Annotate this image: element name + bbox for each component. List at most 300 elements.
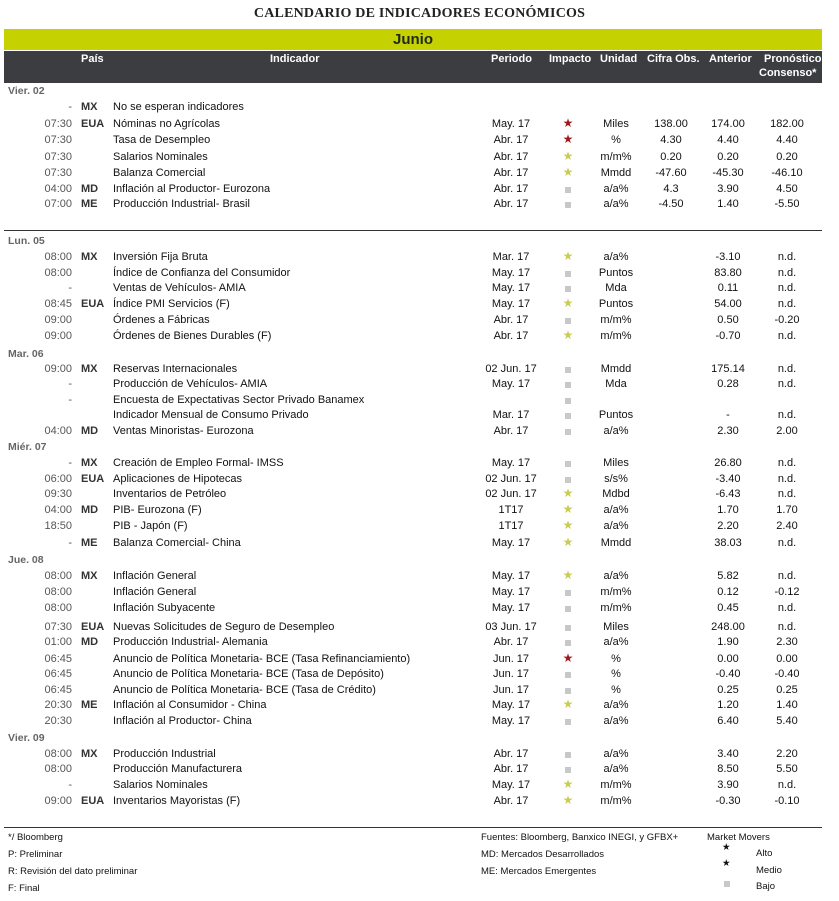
high-impact-star-icon: ★ — [722, 842, 731, 853]
time-cell: 04:00 — [44, 183, 72, 195]
low-impact-square-icon — [556, 379, 580, 391]
period-cell: Abr. 17 — [493, 748, 529, 760]
indicator-cell: Inflación al Productor- Eurozona — [113, 183, 271, 195]
medium-impact-star-icon: ★ — [562, 249, 574, 263]
previous-cell: 2.20 — [717, 520, 739, 532]
medium-impact-star-icon: ★ — [562, 328, 574, 342]
col-consenso: Consenso* — [759, 67, 817, 79]
time-cell: 20:30 — [44, 699, 72, 711]
indicator-cell: Producción Manufacturera — [113, 763, 243, 775]
low-impact-square-icon — [556, 669, 580, 681]
forecast-cell: 4.40 — [776, 134, 798, 146]
forecast-cell: n.d. — [777, 621, 797, 633]
period-cell: Jun. 17 — [492, 668, 530, 680]
country-cell: MD — [81, 504, 99, 516]
day-label: Jue. 08 — [8, 554, 44, 566]
time-cell: 08:00 — [44, 251, 72, 263]
indicator-cell: Producción Industrial- Alemania — [113, 636, 268, 648]
previous-cell: 0.45 — [717, 602, 739, 614]
previous-cell: -3.40 — [715, 473, 741, 485]
previous-cell: 2.30 — [717, 425, 739, 437]
medium-impact-star-icon: ★ — [562, 568, 574, 582]
time-cell: - — [68, 537, 72, 549]
period-cell: Abr. 17 — [493, 198, 529, 210]
country-cell: MX — [81, 251, 98, 263]
country-cell: EUA — [81, 118, 105, 130]
legend-medium: Medio — [756, 865, 782, 876]
footer-divider — [4, 827, 822, 828]
country-cell: MX — [81, 457, 98, 469]
country-cell: MX — [81, 363, 98, 375]
period-cell: Abr. 17 — [493, 151, 529, 163]
period-cell: May. 17 — [491, 282, 531, 294]
unit-cell: Miles — [603, 118, 629, 130]
unit-cell: % — [611, 684, 621, 696]
forecast-cell: 4.50 — [776, 183, 798, 195]
month-banner: Junio — [4, 29, 822, 50]
time-cell: 20:30 — [44, 715, 72, 727]
unit-cell: % — [611, 653, 621, 665]
low-impact-square-icon — [556, 315, 580, 327]
country-cell: EUA — [81, 298, 105, 310]
sources-note: Fuentes: Bloomberg, Banxico INEGI, y GFBX+ — [481, 832, 679, 843]
period-cell: May. 17 — [491, 699, 531, 711]
unit-cell: a/a% — [603, 425, 629, 437]
time-cell: - — [68, 378, 72, 390]
time-cell: 08:45 — [44, 298, 72, 310]
previous-cell: 0.28 — [717, 378, 739, 390]
medium-impact-star-icon: ★ — [562, 502, 574, 516]
page-title: CALENDARIO DE INDICADORES ECONÓMICOS — [253, 6, 586, 21]
indicator-cell: Inversión Fija Bruta — [113, 251, 208, 263]
unit-cell: a/a% — [603, 636, 629, 648]
indicator-cell: Ventas de Vehículos- AMIA — [113, 282, 246, 294]
period-cell: May. 17 — [491, 602, 531, 614]
previous-cell: 5.82 — [717, 570, 739, 582]
previous-cell: 0.50 — [717, 314, 739, 326]
low-impact-square-icon — [556, 685, 580, 697]
forecast-cell: 0.20 — [776, 151, 798, 163]
low-impact-square-icon — [556, 283, 580, 295]
forecast-cell: n.d. — [777, 298, 797, 310]
period-cell: 02 Jun. 17 — [485, 363, 537, 375]
unit-cell: Mda — [605, 282, 627, 294]
col-periodo: Periodo — [491, 53, 532, 65]
indicator-cell: Balanza Comercial- China — [113, 537, 241, 549]
indicator-cell: No se esperan indicadores — [113, 101, 244, 113]
previous-cell: 54.00 — [714, 298, 742, 310]
col-cifra: Cifra Obs. — [647, 53, 700, 65]
period-cell: Jun. 17 — [492, 653, 530, 665]
col-impacto: Impacto — [549, 53, 592, 65]
forecast-cell: n.d. — [777, 330, 797, 342]
time-cell: 01:00 — [44, 636, 72, 648]
indicator-cell: PIB - Japón (F) — [113, 520, 188, 532]
country-cell: ME — [81, 699, 98, 711]
previous-cell: 6.40 — [717, 715, 739, 727]
unit-cell: a/a% — [603, 251, 629, 263]
low-impact-square-icon — [556, 749, 580, 761]
medium-impact-star-icon: ★ — [562, 518, 574, 532]
indicator-cell: Reservas Internacionales — [113, 363, 238, 375]
previous-cell: 175.14 — [711, 363, 745, 375]
forecast-cell: -5.50 — [774, 198, 800, 210]
period-cell: Abr. 17 — [493, 134, 529, 146]
col-pais: País — [81, 53, 104, 65]
time-cell: - — [68, 101, 72, 113]
period-cell: Abr. 17 — [493, 763, 529, 775]
indicator-cell: Inflación al Consumidor - China — [113, 699, 267, 711]
country-cell: EUA — [81, 621, 105, 633]
time-cell: 09:30 — [44, 488, 72, 500]
forecast-cell: -0.20 — [774, 314, 800, 326]
period-cell: Abr. 17 — [493, 314, 529, 326]
section-divider — [4, 230, 822, 231]
indicator-cell: Inventarios de Petróleo — [113, 488, 227, 500]
indicator-cell: Balanza Comercial — [113, 167, 206, 179]
period-cell: Mar. 17 — [492, 251, 530, 263]
time-cell: 06:45 — [44, 684, 72, 696]
low-impact-square-icon — [556, 603, 580, 615]
unit-cell: m/m% — [600, 779, 632, 791]
indicator-cell: Indicador Mensual de Consumo Privado — [113, 409, 309, 421]
period-cell: May. 17 — [491, 457, 531, 469]
previous-cell: 3.40 — [717, 748, 739, 760]
forecast-cell: n.d. — [777, 282, 797, 294]
low-impact-square-icon — [556, 426, 580, 438]
unit-cell: a/a% — [603, 748, 629, 760]
forecast-cell: 5.40 — [776, 715, 798, 727]
high-impact-star-icon: ★ — [562, 116, 574, 130]
unit-cell: a/a% — [603, 715, 629, 727]
unit-cell: a/a% — [603, 699, 629, 711]
previous-cell: 174.00 — [711, 118, 745, 130]
medium-impact-star-icon: ★ — [562, 486, 574, 500]
forecast-cell: n.d. — [777, 378, 797, 390]
time-cell: 08:00 — [44, 602, 72, 614]
period-cell: May. 17 — [491, 586, 531, 598]
forecast-cell: n.d. — [777, 363, 797, 375]
indicator-cell: Inventarios Mayoristas (F) — [113, 795, 241, 807]
indicator-cell: Producción de Vehículos- AMIA — [113, 378, 268, 390]
period-cell: Abr. 17 — [493, 636, 529, 648]
previous-cell: -3.10 — [715, 251, 741, 263]
indicator-cell: Encuesta de Expectativas Sector Privado Banamex — [113, 394, 365, 406]
indicator-cell: PIB- Eurozona (F) — [113, 504, 202, 516]
forecast-cell: 1.70 — [776, 504, 798, 516]
previous-cell: - — [726, 409, 730, 421]
forecast-cell: 2.30 — [776, 636, 798, 648]
low-impact-square-icon — [556, 395, 580, 407]
unit-cell: a/a% — [603, 183, 629, 195]
footnote: */ Bloomberg — [8, 832, 63, 843]
forecast-cell: 2.00 — [776, 425, 798, 437]
time-cell: 09:00 — [44, 795, 72, 807]
time-cell: 07:30 — [44, 118, 72, 130]
unit-cell: s/s% — [604, 473, 628, 485]
forecast-cell: 0.00 — [776, 653, 798, 665]
previous-cell: -0.70 — [715, 330, 741, 342]
forecast-cell: n.d. — [777, 251, 797, 263]
unit-cell: Mmdd — [600, 363, 632, 375]
medium-impact-star-icon: ★ — [562, 149, 574, 163]
time-cell: 09:00 — [44, 314, 72, 326]
medium-impact-star-icon: ★ — [562, 535, 574, 549]
previous-cell: 1.20 — [717, 699, 739, 711]
time-cell: 08:00 — [44, 748, 72, 760]
previous-cell: 1.90 — [717, 636, 739, 648]
time-cell: 07:30 — [44, 134, 72, 146]
time-cell: 07:30 — [44, 151, 72, 163]
period-cell: May. 17 — [491, 537, 531, 549]
time-cell: - — [68, 457, 72, 469]
low-impact-square-icon — [556, 637, 580, 649]
forecast-cell: n.d. — [777, 488, 797, 500]
time-cell: - — [68, 282, 72, 294]
col-anterior: Anterior — [709, 53, 752, 65]
previous-cell: 0.20 — [717, 151, 739, 163]
time-cell: 06:45 — [44, 653, 72, 665]
indicator-cell: Índice PMI Servicios (F) — [113, 298, 230, 310]
low-impact-square-icon — [556, 364, 580, 376]
time-cell: 09:00 — [44, 330, 72, 342]
high-impact-star-icon: ★ — [562, 651, 574, 665]
previous-cell: 0.11 — [717, 282, 739, 294]
unit-cell: % — [611, 668, 621, 680]
col-indicador: Indicador — [270, 53, 320, 65]
low-impact-square-icon — [724, 879, 730, 890]
unit-cell: m/m% — [600, 151, 632, 163]
indicator-cell: Producción Industrial- Brasil — [113, 198, 250, 210]
period-cell: 02 Jun. 17 — [485, 473, 537, 485]
footnote: R: Revisión del dato preliminar — [8, 866, 138, 877]
unit-cell: Miles — [603, 621, 629, 633]
indicator-cell: Órdenes a Fábricas — [113, 314, 210, 326]
unit-cell: m/m% — [600, 586, 632, 598]
period-cell: May. 17 — [491, 779, 531, 791]
unit-cell: Puntos — [598, 409, 634, 421]
low-impact-square-icon — [556, 474, 580, 486]
previous-cell: 3.90 — [717, 183, 739, 195]
footnote: F: Final — [8, 883, 40, 894]
period-cell: 02 Jun. 17 — [485, 488, 537, 500]
indicator-cell: Aplicaciones de Hipotecas — [113, 473, 243, 485]
forecast-cell: n.d. — [777, 457, 797, 469]
forecast-cell: 2.20 — [776, 748, 798, 760]
country-cell: MX — [81, 570, 98, 582]
period-cell: May. 17 — [491, 570, 531, 582]
country-cell: ME — [81, 198, 98, 210]
previous-cell: 38.03 — [714, 537, 742, 549]
period-cell: Abr. 17 — [493, 330, 529, 342]
table-header — [4, 51, 822, 83]
time-cell: 04:00 — [44, 504, 72, 516]
medium-impact-star-icon: ★ — [722, 858, 731, 869]
forecast-cell: -46.10 — [771, 167, 803, 179]
period-cell: 03 Jun. 17 — [485, 621, 537, 633]
observed-cell: 4.30 — [660, 134, 682, 146]
previous-cell: -45.30 — [712, 167, 744, 179]
period-cell: May. 17 — [491, 378, 531, 390]
forecast-cell: 5.50 — [776, 763, 798, 775]
col-unidad: Unidad — [600, 53, 638, 65]
forecast-cell: n.d. — [777, 602, 797, 614]
unit-cell: m/m% — [600, 330, 632, 342]
legend-low: Bajo — [756, 881, 776, 892]
indicator-cell: Inflación Subyacente — [113, 602, 216, 614]
indicator-cell: Ventas Minoristas- Eurozona — [113, 425, 254, 437]
medium-impact-star-icon: ★ — [562, 697, 574, 711]
low-impact-square-icon — [556, 268, 580, 280]
medium-impact-star-icon: ★ — [562, 165, 574, 179]
medium-impact-star-icon: ★ — [562, 296, 574, 310]
unit-cell: Mmdd — [600, 167, 632, 179]
unit-cell: Mdbd — [602, 488, 630, 500]
previous-cell: 26.80 — [714, 457, 742, 469]
country-cell: MD — [81, 425, 99, 437]
observed-cell: 0.20 — [660, 151, 682, 163]
forecast-cell: 1.40 — [776, 699, 798, 711]
day-label: Vier. 09 — [8, 732, 45, 744]
previous-cell: 4.40 — [717, 134, 739, 146]
indicator-cell: Inflación General — [113, 570, 197, 582]
observed-cell: 4.3 — [663, 183, 679, 195]
low-impact-square-icon — [556, 184, 580, 196]
md-note: MD: Mercados Desarrollados — [481, 849, 605, 860]
unit-cell: a/a% — [603, 763, 629, 775]
unit-cell: a/a% — [603, 570, 629, 582]
country-cell: EUA — [81, 795, 105, 807]
time-cell: 07:00 — [44, 198, 72, 210]
low-impact-square-icon — [556, 199, 580, 211]
previous-cell: 1.40 — [717, 198, 739, 210]
indicator-cell: Inflación General — [113, 586, 197, 598]
unit-cell: m/m% — [600, 795, 632, 807]
me-note: ME: Mercados Emergentes — [481, 866, 597, 877]
legend-high: Alto — [756, 848, 773, 859]
forecast-cell: 182.00 — [770, 118, 804, 130]
medium-impact-star-icon: ★ — [562, 777, 574, 791]
previous-cell: 8.50 — [717, 763, 739, 775]
time-cell: 08:00 — [44, 763, 72, 775]
indicator-cell: Índice de Confianza del Consumidor — [113, 267, 291, 279]
time-cell: 06:45 — [44, 668, 72, 680]
country-cell: EUA — [81, 473, 105, 485]
day-label: Vier. 02 — [8, 85, 45, 97]
previous-cell: 0.12 — [717, 586, 739, 598]
day-label: Miér. 07 — [8, 441, 47, 453]
col-pronostico: Pronóstico — [764, 53, 822, 65]
forecast-cell: -0.10 — [774, 795, 800, 807]
footnote: P: Preliminar — [8, 849, 63, 860]
unit-cell: Mmdd — [600, 537, 632, 549]
previous-cell: -6.43 — [715, 488, 741, 500]
previous-cell: 1.70 — [717, 504, 739, 516]
indicator-cell: Anuncio de Política Monetaria- BCE (Tasa Refinanciamiento) — [113, 653, 411, 665]
observed-cell: -4.50 — [658, 198, 684, 210]
indicator-cell: Creación de Empleo Formal- IMSS — [113, 457, 284, 469]
forecast-cell: -0.12 — [774, 586, 800, 598]
forecast-cell: n.d. — [777, 537, 797, 549]
unit-cell: Mda — [605, 378, 627, 390]
unit-cell: Miles — [603, 457, 629, 469]
day-label: Lun. 05 — [8, 235, 45, 247]
forecast-cell: n.d. — [777, 570, 797, 582]
indicator-cell: Órdenes de Bienes Durables (F) — [113, 330, 272, 342]
low-impact-square-icon — [556, 587, 580, 599]
unit-cell: Puntos — [598, 298, 634, 310]
indicator-cell: Anuncio de Política Monetaria- BCE (Tasa de Crédito) — [113, 684, 376, 696]
forecast-cell: 0.25 — [776, 684, 798, 696]
unit-cell: a/a% — [603, 504, 629, 516]
forecast-cell: n.d. — [777, 409, 797, 421]
time-cell: 04:00 — [44, 425, 72, 437]
forecast-cell: n.d. — [777, 779, 797, 791]
observed-cell: 138.00 — [654, 118, 688, 130]
time-cell: 08:00 — [44, 267, 72, 279]
unit-cell: % — [611, 134, 621, 146]
forecast-cell: -0.40 — [774, 668, 800, 680]
unit-cell: a/a% — [603, 198, 629, 210]
time-cell: 08:00 — [44, 586, 72, 598]
time-cell: 07:30 — [44, 621, 72, 633]
previous-cell: -0.40 — [715, 668, 741, 680]
previous-cell: 3.90 — [717, 779, 739, 791]
unit-cell: m/m% — [600, 314, 632, 326]
country-cell: MD — [81, 636, 99, 648]
indicator-cell: Inflación al Productor- China — [113, 715, 252, 727]
previous-cell: 0.25 — [717, 684, 739, 696]
indicator-cell: Anuncio de Política Monetaria- BCE (Tasa de Depósito) — [113, 668, 384, 680]
time-cell: - — [68, 394, 72, 406]
forecast-cell: n.d. — [777, 473, 797, 485]
period-cell: Abr. 17 — [493, 425, 529, 437]
period-cell: Jun. 17 — [492, 684, 530, 696]
time-cell: 07:30 — [44, 167, 72, 179]
previous-cell: 0.00 — [717, 653, 739, 665]
time-cell: 08:00 — [44, 570, 72, 582]
legend-title: Market Movers — [707, 832, 770, 843]
low-impact-square-icon — [556, 622, 580, 634]
time-cell: 06:00 — [44, 473, 72, 485]
period-cell: Mar. 17 — [492, 409, 530, 421]
unit-cell: Puntos — [598, 267, 634, 279]
low-impact-square-icon — [556, 410, 580, 422]
previous-cell: -0.30 — [715, 795, 741, 807]
indicator-cell: Producción Industrial — [113, 748, 216, 760]
day-label: Mar. 06 — [8, 348, 44, 360]
previous-cell: 248.00 — [711, 621, 745, 633]
country-cell: MX — [81, 748, 98, 760]
period-cell: 1T17 — [498, 504, 524, 516]
period-cell: Abr. 17 — [493, 795, 529, 807]
forecast-cell: n.d. — [777, 267, 797, 279]
period-cell: May. 17 — [491, 267, 531, 279]
indicator-cell: Nuevas Solicitudes de Seguro de Desempleo — [113, 621, 335, 633]
indicator-cell: Salarios Nominales — [113, 779, 208, 791]
period-cell: May. 17 — [491, 118, 531, 130]
country-cell: ME — [81, 537, 98, 549]
time-cell: - — [68, 779, 72, 791]
time-cell: 18:50 — [44, 520, 72, 532]
medium-impact-star-icon: ★ — [562, 793, 574, 807]
unit-cell: m/m% — [600, 602, 632, 614]
previous-cell: 83.80 — [714, 267, 742, 279]
high-impact-star-icon: ★ — [562, 132, 574, 146]
observed-cell: -47.60 — [655, 167, 687, 179]
country-cell: MX — [81, 101, 98, 113]
low-impact-square-icon — [556, 716, 580, 728]
